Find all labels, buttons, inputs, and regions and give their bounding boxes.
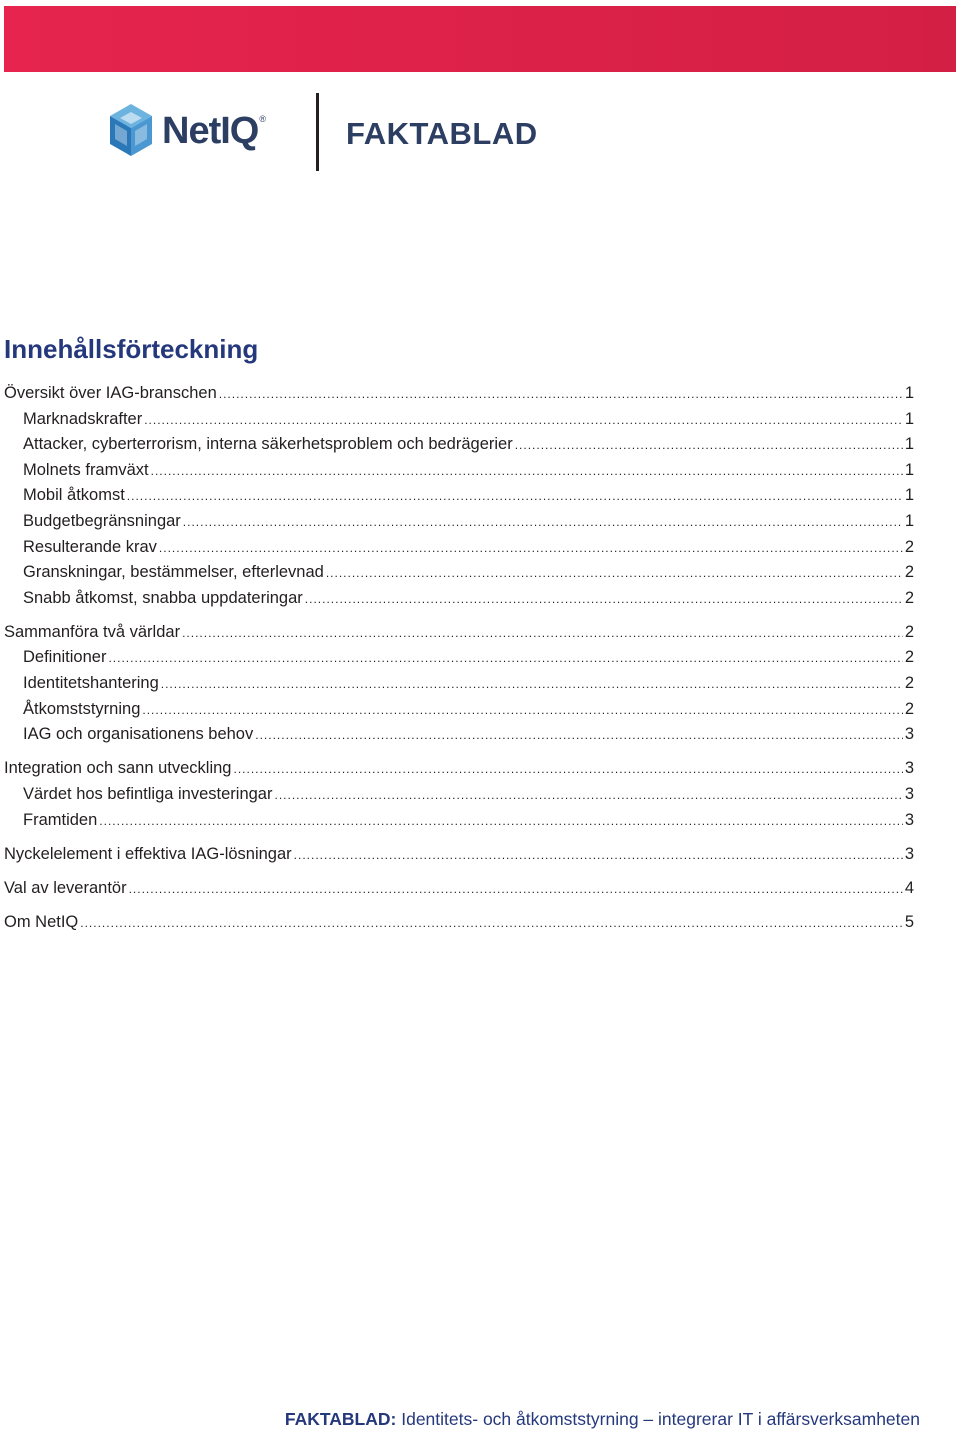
toc-leader-dots xyxy=(515,438,903,452)
toc-leader-dots xyxy=(80,916,903,930)
toc-entry-page: 2 xyxy=(904,648,914,667)
toc-entry-label: Nyckelelement i effektiva IAG-lösningar xyxy=(4,844,292,863)
footer-title: Identitets- och åtkomststyrning – integrerar IT i affärsverksamheten xyxy=(401,1409,920,1429)
toc-entry-page: 1 xyxy=(904,409,914,428)
toc-leader-dots xyxy=(99,814,903,828)
toc-leader-dots xyxy=(182,626,903,640)
toc-leader-dots xyxy=(151,464,903,478)
toc-entry-page: 2 xyxy=(904,674,914,693)
toc-entry-label: Översikt över IAG-branschen xyxy=(4,384,217,402)
toc-leader-dots xyxy=(108,651,902,665)
toc-leader-dots xyxy=(326,566,903,580)
toc-entry[interactable] xyxy=(4,538,914,564)
toc-entry[interactable] xyxy=(4,700,914,726)
document-type: FAKTABLAD xyxy=(346,116,538,151)
toc-entry[interactable] xyxy=(4,512,914,538)
toc-entry-page: 2 xyxy=(904,622,914,641)
toc-entry-page: 5 xyxy=(904,912,914,931)
toc-entry[interactable] xyxy=(4,674,914,700)
toc-leader-dots xyxy=(129,882,903,896)
toc-entry-page: 1 xyxy=(904,511,914,530)
toc-entry-page: 2 xyxy=(904,563,914,582)
toc-entry-label: Molnets framväxt xyxy=(23,460,149,479)
toc-entry[interactable] xyxy=(4,384,914,410)
toc-entry[interactable] xyxy=(4,845,914,871)
toc-entry[interactable] xyxy=(4,623,914,649)
toc-entry-page: 3 xyxy=(904,810,914,829)
toc-entry-page: 3 xyxy=(904,725,914,744)
toc-entry-label: Framtiden xyxy=(23,810,98,829)
toc-leader-dots xyxy=(255,728,903,742)
toc-entry[interactable] xyxy=(4,913,914,939)
toc-entry[interactable] xyxy=(4,759,914,785)
toc-entry[interactable] xyxy=(4,648,914,674)
toc-entry-label: Sammanföra två världar xyxy=(4,622,181,641)
toc-entry[interactable] xyxy=(4,879,914,905)
toc-entry-label: Mobil åtkomst xyxy=(23,486,125,505)
toc-title: Innehållsförteckning xyxy=(4,334,259,364)
toc-leader-dots xyxy=(305,592,903,606)
toc-entry[interactable] xyxy=(4,410,914,436)
toc-leader-dots xyxy=(127,489,903,503)
toc-entry-label: Integration och sann utveckling xyxy=(4,759,232,778)
toc-entry[interactable] xyxy=(4,486,914,512)
toc-entry-label: Val av leverantör xyxy=(4,878,127,897)
toc-entry-label: Budgetbegränsningar xyxy=(23,511,181,530)
toc-entry[interactable] xyxy=(4,811,914,837)
toc-entry-page: 3 xyxy=(904,759,914,778)
toc-leader-dots xyxy=(142,703,902,717)
toc-leader-dots xyxy=(159,541,903,555)
toc-entry-page: 2 xyxy=(904,588,914,607)
toc-leader-dots xyxy=(294,848,903,862)
header-banner xyxy=(4,6,956,72)
toc-entry[interactable] xyxy=(4,563,914,589)
toc-entry[interactable] xyxy=(4,435,914,461)
table-of-contents xyxy=(4,384,914,938)
toc-entry[interactable] xyxy=(4,589,914,615)
toc-leader-dots xyxy=(233,762,902,776)
footer-prefix: FAKTABLAD: xyxy=(284,1409,397,1429)
toc-entry-label: IAG och organisationens behov xyxy=(23,725,254,744)
toc-entry-label: Värdet hos befintliga investeringar xyxy=(23,784,273,803)
toc-entry[interactable] xyxy=(4,725,914,751)
netiq-logo-icon xyxy=(106,102,156,160)
toc-entry-page: 2 xyxy=(904,699,914,718)
toc-leader-dots xyxy=(161,677,903,691)
toc-leader-dots xyxy=(144,413,903,427)
toc-leader-dots xyxy=(183,515,903,529)
page-footer xyxy=(285,1409,920,1430)
toc-entry-page: 1 xyxy=(904,486,914,505)
toc-entry-page: 1 xyxy=(904,435,914,454)
brand-name: NetIQ® xyxy=(162,110,265,152)
toc-entry-label: Definitioner xyxy=(23,648,107,667)
toc-entry[interactable] xyxy=(4,785,914,811)
toc-entry-page: 3 xyxy=(904,844,914,863)
toc-entry-page: 1 xyxy=(904,384,914,402)
toc-entry-label: Attacker, cyberterrorism, interna säkerhetsproblem och bedrägerier xyxy=(23,435,513,454)
toc-entry-label: Identitetshantering xyxy=(23,674,159,693)
toc-entry-label: Granskningar, bestämmelser, efterlevnad xyxy=(23,563,324,582)
toc-entry-page: 4 xyxy=(904,878,914,897)
toc-entry-label: Om NetIQ xyxy=(4,912,79,931)
toc-entry[interactable] xyxy=(4,461,914,487)
toc-entry-page: 1 xyxy=(904,460,914,479)
toc-entry-label: Snabb åtkomst, snabba uppdateringar xyxy=(23,588,303,607)
toc-entry-page: 3 xyxy=(904,784,914,803)
toc-leader-dots xyxy=(274,788,902,802)
header-divider xyxy=(316,93,319,171)
toc-entry-label: Marknadskrafter xyxy=(23,409,143,428)
toc-entry-page: 2 xyxy=(904,537,914,556)
toc-entry-label: Åtkomststyrning xyxy=(23,699,141,718)
toc-leader-dots xyxy=(219,387,903,401)
toc-entry-label: Resulterande krav xyxy=(23,537,157,556)
